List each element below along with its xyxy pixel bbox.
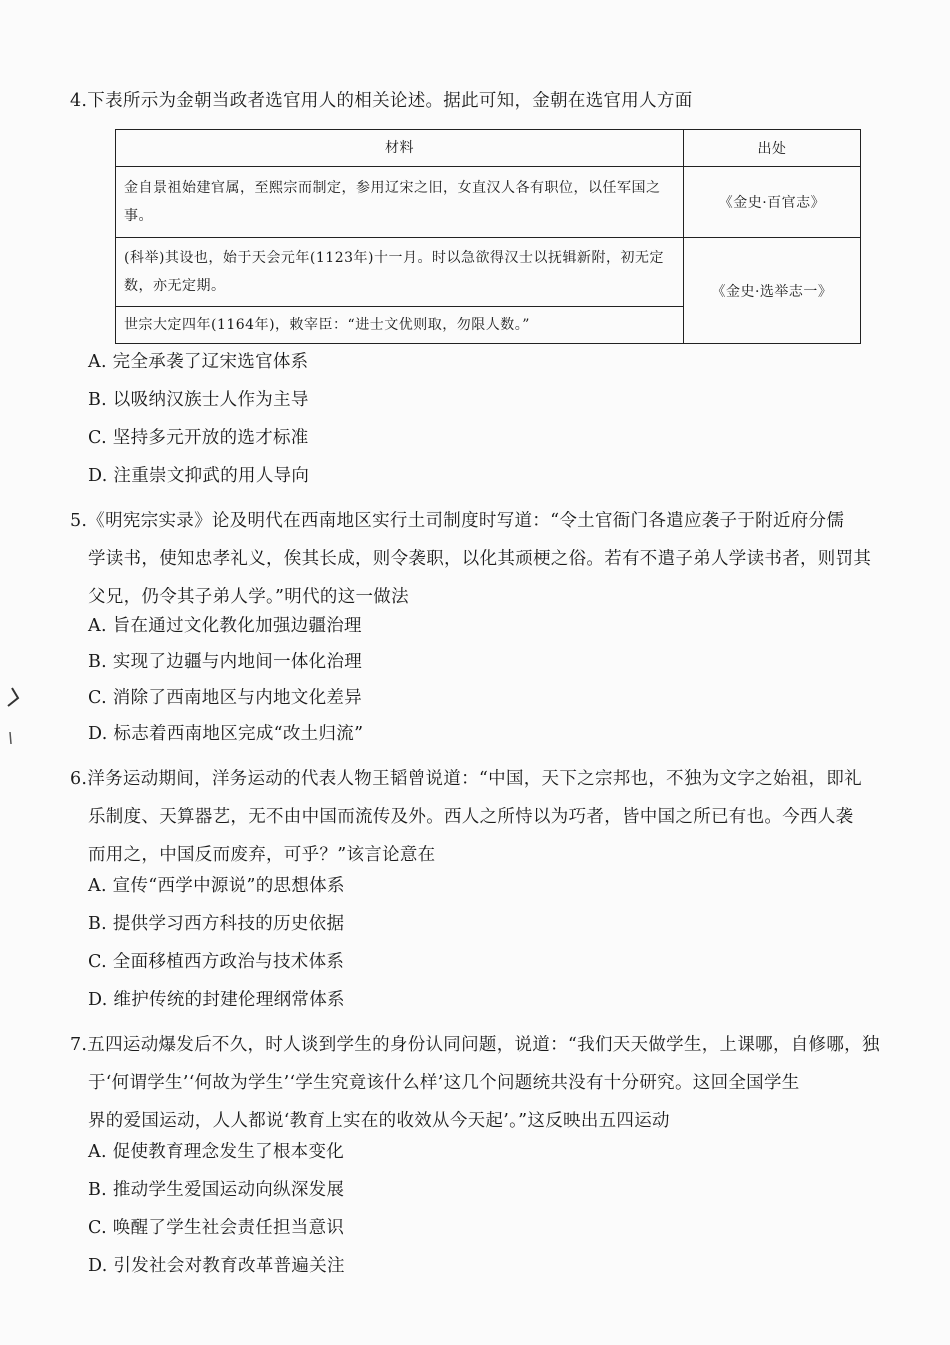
question-7-option-b[interactable]: B. 推动学生爱国运动向纵深发展: [88, 1180, 345, 1200]
question-4-option-b[interactable]: B. 以吸纳汉族士人作为主导: [88, 390, 309, 410]
question-4-option-a[interactable]: A. 完全承袭了辽宋选官体系: [88, 352, 309, 372]
question-7-option-a[interactable]: A. 促使教育理念发生了根本变化: [88, 1142, 345, 1162]
table-cell-source: 《金史·百官志》: [683, 167, 860, 238]
question-6-option-a[interactable]: A. 宣传“西学中源说”的思想体系: [88, 876, 345, 896]
question-5-stem: 5.《明宪宗实录》论及明代在西南地区实行土司制度时写道：“令土官衙门各遣应袭子于附近府分儒 学读书，使知忠孝礼义，俟其长成，则令袭职，以化其顽梗之俗。若有不遣子弟人学读书者，则罚其 父兄，仍令其子弟人学。”明代的这一做法: [70, 511, 872, 607]
question-5-option-c[interactable]: C. 消除了西南地区与内地文化差异: [88, 688, 362, 708]
table-cell-material: 世宗大定四年(1164年)，敕宰臣：“进士文优则取，勿限人数。”: [116, 307, 684, 344]
question-6-stem: 6.洋务运动期间，洋务运动的代表人物王韬曾说道：“中国，天下之宗邦也，不独为文字之始祖，即礼 乐制度、天算器艺，无不由中国而流传及外。西人之所恃以为巧者，皆中国之所已有也。今西人袭 而用之，中国反而废弃，可乎？”该言论意在: [70, 769, 862, 865]
table-header-source: 出处: [683, 130, 860, 167]
table-cell-material: (科举)其设也，始于天会元年(1123年)十一月。时以急欲得汉士以抚辑新附，初无定数，亦无定期。: [116, 238, 684, 307]
table-row: [116, 167, 861, 238]
table-cell-source: 《金史·选举志一》: [683, 238, 860, 344]
pen-mark-icon: [2, 680, 22, 780]
question-5-option-a[interactable]: A. 旨在通过文化教化加强边疆治理: [88, 616, 362, 636]
question-4-table: [115, 129, 861, 344]
table-header-material: 材料: [116, 130, 684, 167]
table-cell-material: 金自景祖始建官属，至熙宗而制定，参用辽宋之旧，女直汉人各有职位，以任军国之事。: [116, 167, 684, 238]
question-4-option-d[interactable]: D. 注重崇文抑武的用人导向: [88, 466, 310, 486]
question-5-option-b[interactable]: B. 实现了边疆与内地间一体化治理: [88, 652, 363, 672]
question-7-stem: 7.五四运动爆发后不久，时人谈到学生的身份认同问题，说道：“我们天天做学生，上课哪，自修哪，独 于‘何谓学生’‘何故为学生’‘学生究竟该什么样’这几个问题统共没有十分研究。这回全国学生 界的爱国运动，人人都说‘教育上实在的收效从今天起’。”这反映出五四运动: [70, 1035, 880, 1131]
question-6-option-c[interactable]: C. 全面移植西方政治与技术体系: [88, 952, 345, 972]
question-6-option-d[interactable]: D. 维护传统的封建伦理纲常体系: [88, 990, 345, 1010]
question-4-option-c[interactable]: C. 坚持多元开放的选才标准: [88, 428, 309, 448]
question-5-option-d[interactable]: D. 标志着西南地区完成“改土归流”: [88, 724, 364, 744]
table-header-row: [116, 130, 861, 167]
question-7-option-c[interactable]: C. 唤醒了学生社会责任担当意识: [88, 1218, 345, 1238]
table-row: [116, 238, 861, 307]
question-7-option-d[interactable]: D. 引发社会对教育改革普遍关注: [88, 1256, 345, 1276]
question-6-option-b[interactable]: B. 提供学习西方科技的历史依据: [88, 914, 345, 934]
question-4-stem: 4.下表所示为金朝当政者选官用人的相关论述。据此可知，金朝在选官用人方面: [70, 91, 693, 111]
